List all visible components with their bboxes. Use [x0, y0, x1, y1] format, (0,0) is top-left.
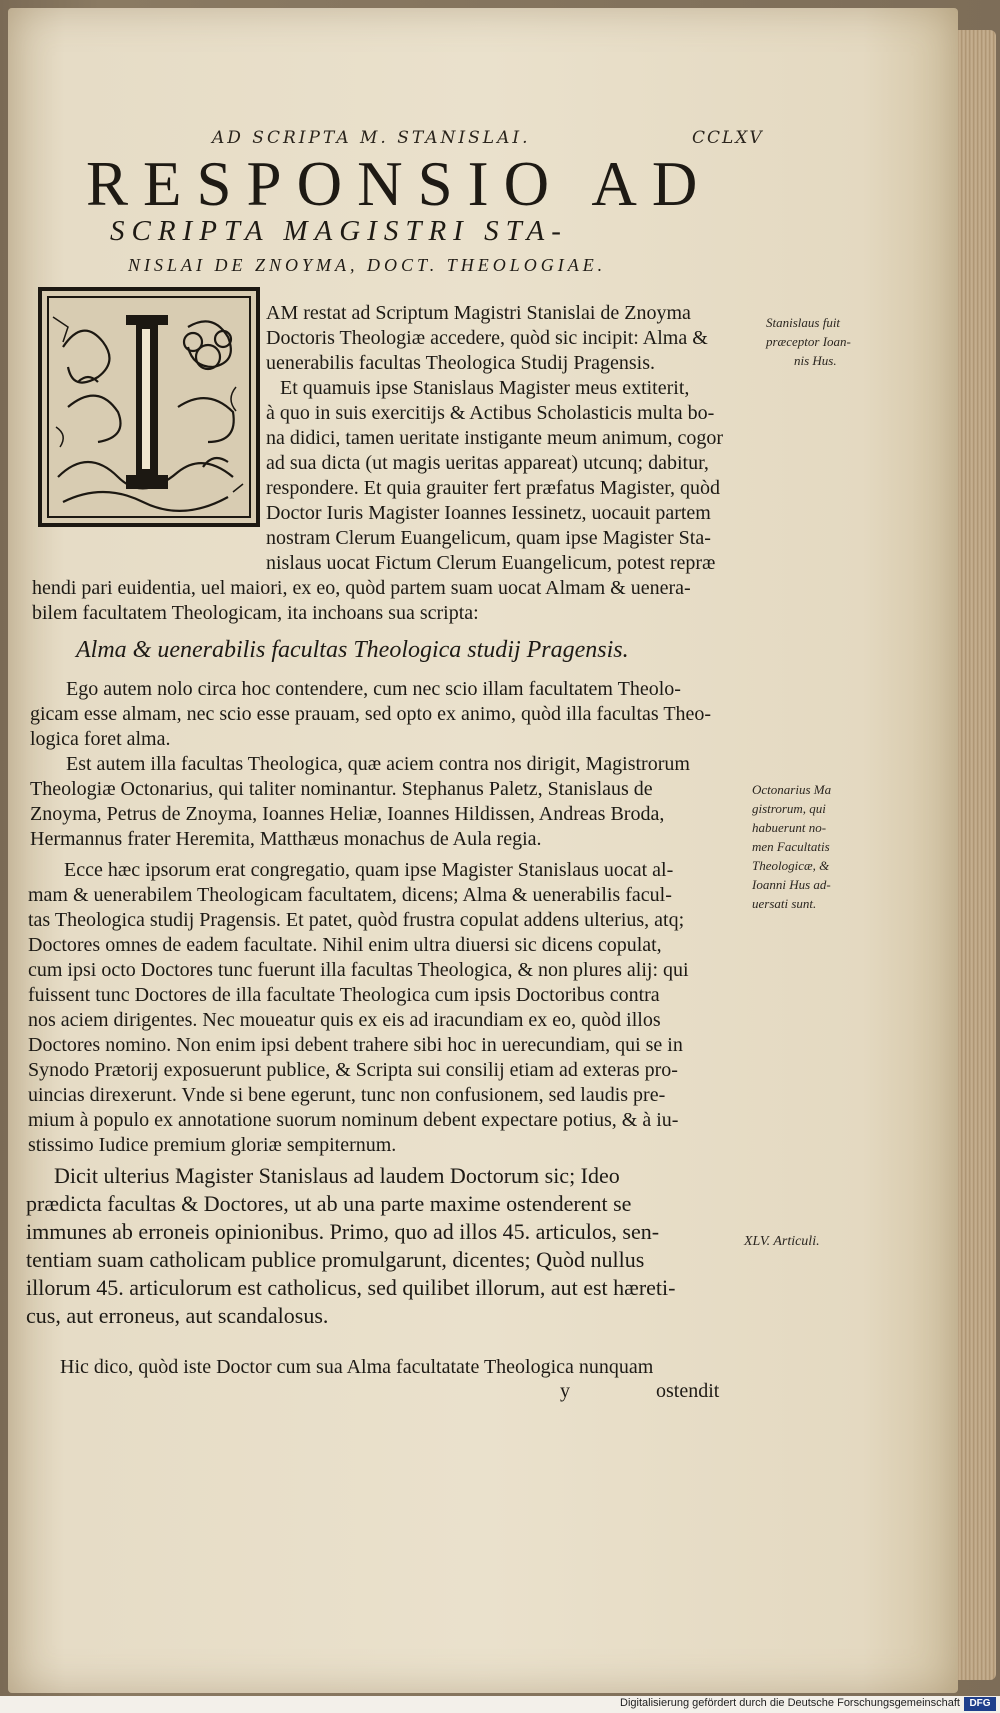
text-line: fuissent tunc Doctores de illa facultate Theologica cum ipsis Doctoribus contra	[28, 984, 660, 1006]
text-line: respondere. Et quia grauiter fert præfatus Magister, quòd	[266, 477, 721, 499]
text-line: nostram Clerum Euangelicum, quam ipse Magister Sta-	[266, 527, 711, 549]
margin-note-2	[752, 780, 831, 913]
text-line: stissimo Iudice premium gloriæ sempiternum.	[28, 1134, 397, 1156]
text-line: Est autem illa facultas Theologica, quæ aciem contra nos dirigit, Magistrorum	[66, 753, 690, 775]
text-line: Dicit ulterius Magister Stanislaus ad laudem Doctorum sic; Ideo	[54, 1163, 620, 1188]
paragraph-1	[266, 301, 786, 376]
text-line: mam & uenerabilem Theologicam facultatem, dicens; Alma & uenerabilis facul-	[28, 884, 672, 906]
text-line: tas Theologica studij Pragensis. Et patet, quòd frustra copulat addens ulterius, atq;	[28, 909, 685, 931]
text-line: nos aciem dirigentes. Nec moueatur quis ex eis ad iracundiam ex eo, quòd illos	[28, 1009, 661, 1031]
margin-note-3	[744, 1232, 820, 1251]
paragraph-5	[28, 858, 750, 1158]
text-line: Doctores nomino. Non enim ipsi debent trahere sibi hoc in uerecundiam, qui se in	[28, 1034, 683, 1056]
text-line: Ecce hæc ipsorum erat congregatio, quam ipse Magister Stanislaus uocat al-	[64, 859, 674, 881]
page-edges	[958, 30, 996, 1680]
text-line: ad sua dicta (ut magis ueritas appareat) utcunq; dabitur,	[266, 452, 709, 474]
ornament-woodcut-icon	[38, 287, 260, 527]
note-line: præceptor Ioan-	[766, 334, 851, 349]
text-line: illorum 45. articulorum est catholicus, sed quilibet illorum, aut est hæreti-	[26, 1275, 676, 1300]
quoted-incipit: Alma & uenerabilis facultas Theologica studij Pragensis.	[76, 637, 629, 663]
text-line: gicam esse almam, nec scio esse prauam, sed opto ex animo, quòd illa facultas Theo-	[30, 703, 712, 725]
text-line: logica foret alma.	[30, 728, 171, 750]
text-line: hendi pari euidentia, uel maiori, ex eo, quòd partem suam uocat Almam & uenera-	[32, 577, 691, 599]
note-line: gistrorum, qui	[752, 801, 826, 816]
title-line-2: SCRIPTA MAGISTRI STA-	[110, 215, 568, 247]
title-line-3: NISLAI DE ZNOYMA, DOCT. THEOLOGIAE.	[128, 255, 607, 275]
text-line: Ego autem nolo circa hoc contendere, cum nec scio illam facultatem Theolo-	[66, 678, 681, 700]
note-line: XLV. Articuli.	[744, 1234, 820, 1249]
text-line: prædicta facultas & Doctores, ut ab una parte maxime ostenderent se	[26, 1191, 632, 1216]
note-line: men Facultatis	[752, 839, 830, 854]
funding-notice: Digitalisierung gefördert durch die Deutsche Forschungsgemeinschaft	[620, 1697, 960, 1709]
text-line: cum ipsi octo Doctores tunc fuerunt illa facultas Theologica, & non plures alij: qui	[28, 959, 689, 981]
text-line: Doctor Iuris Magister Ioannes Iessinetz, uocauit partem	[266, 502, 711, 524]
footer-bar	[0, 1696, 1000, 1713]
text-line: Znoyma, Petrus de Znoyma, Ioannes Heliæ, Ioannes Hildissen, Andreas Broda,	[30, 803, 665, 825]
note-line: Theologicæ, &	[752, 858, 830, 873]
text-line: Theologiæ Octonarius, qui taliter nominantur. Stephanus Paletz, Stanislaus de	[30, 778, 653, 800]
paragraph-3	[30, 677, 750, 752]
text-line: Synodo Prætorij exposuerunt publice, & Scripta sui consilij etiam ad exteras pro-	[28, 1059, 678, 1081]
text-line: à quo in suis exercitijs & Actibus Scholasticis multa bo-	[266, 402, 715, 424]
text-line: AM restat ad Scriptum Magistri Stanislai de Znoyma	[266, 302, 691, 324]
margin-note-1	[766, 313, 851, 370]
text-line: uenerabilis facultas Theologica Studij Pragensis.	[266, 352, 655, 374]
text-line: uincias direxerunt. Vnde si bene egerunt, tunc non confusionem, sed laudis pre-	[28, 1084, 666, 1106]
text-line: Et quamuis ipse Stanislaus Magister meus extiterit,	[280, 377, 690, 399]
text-line: Doctores omnes de eadem facultate. Nihil enim ultra diuersi sic dicens copulat,	[28, 934, 662, 956]
catchword: ostendit	[656, 1380, 720, 1402]
text-line: Doctoris Theologiæ accedere, quòd sic incipit: Alma &	[266, 327, 708, 349]
text-line: nislaus uocat Fictum Clerum Euangelicum, potest repræ	[266, 552, 716, 574]
note-line: Ioanni Hus ad-	[752, 877, 831, 892]
text-line: cus, aut erroneus, aut scandalosus.	[26, 1303, 329, 1328]
text-line: immunes ab erroneis opinionibus. Primo, quo ad illos 45. articulos, sen-	[26, 1219, 660, 1244]
paragraph-2-wide	[32, 576, 752, 626]
note-line: Octonarius Ma	[752, 782, 832, 797]
note-line: uersati sunt.	[752, 896, 817, 911]
note-line: nis Hus.	[794, 353, 837, 368]
running-title: AD SCRIPTA M. STANISLAI.	[212, 128, 531, 148]
title-line-1: RESPONSIO AD	[86, 149, 713, 219]
text-line: Hermannus frater Heremita, Matthæus monachus de Aula regia.	[30, 828, 542, 850]
folio-number: CCLXV	[692, 128, 764, 148]
paragraph-6	[26, 1162, 748, 1330]
text-line: na didici, tamen ueritate instigante meum animum, cogor	[266, 427, 724, 449]
text-line: bilem facultatem Theologicam, ita inchoans sua scripta:	[32, 602, 479, 624]
paragraph-2	[266, 376, 786, 576]
text-line: mium à populo ex annotatione suorum nominum debent expectare potius, & à iu-	[28, 1109, 679, 1131]
paragraph-4	[30, 752, 750, 852]
dfg-logo-icon: DFG	[964, 1697, 996, 1711]
note-line: habuerunt no-	[752, 820, 827, 835]
text-line: tentiam suam catholicam publice promulgarunt, dicentes; Quòd nullus	[26, 1247, 645, 1272]
paragraph-7	[60, 1355, 760, 1380]
text-line: Hic dico, quòd iste Doctor cum sua Alma facultatate Theologica nunquam	[60, 1356, 654, 1378]
note-line: Stanislaus fuit	[766, 315, 841, 330]
signature-mark: y	[560, 1380, 570, 1402]
decorated-initial	[38, 287, 260, 527]
